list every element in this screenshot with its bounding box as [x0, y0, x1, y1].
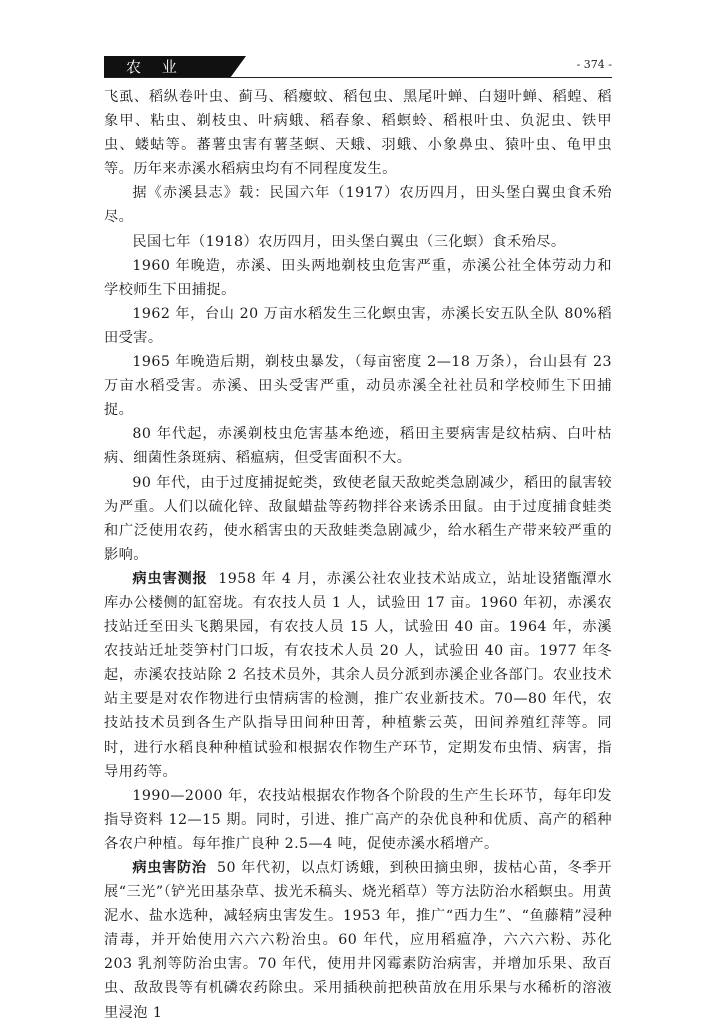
paragraph-text: 据《赤溪县志》载：民国六年（1917）农历四月，田头堡白翼虫食禾殆尽。: [104, 185, 612, 226]
paragraph-text: 飞虱、稻纵卷叶虫、蓟马、稻瘿蚊、稻包虫、黑尾叶蝉、白翅叶蝉、稻蝗、稻象甲、粘虫、剃枝虫、叶病蛾、稻春象、稻螟蛉、稻根叶虫、负泥虫、铁甲虫、蝼蛄等。蕃薯虫害有薯茎螟、天蛾、羽蛾、小象鼻虫、猿叶虫、龟甲虫等。历年来赤溪水稻病虫均有不同程度发生。: [104, 89, 612, 178]
paragraph-text: 90 年代，由于过度捕捉蛇类，致使老鼠天敌蛇类急剧减少，稻田的鼠害较为严重。人们以硫化锌、敌鼠蜡盐等药物拌谷来诱杀田鼠。由于过度捕食蛙类和广泛使用农药，使水稻害虫的天敌蛙类急剧减少，给水稻生产带来较严重的影响。: [104, 474, 612, 563]
section-title: 农 业: [126, 58, 185, 76]
header-rule: [104, 77, 612, 78]
paragraph-text: 1958 年 4 月，赤溪公社农业技术站成立，站址设猪甑潭水库办公楼侧的缸窑垅。有农技人员 1 人，试验田 17 亩。1960 年初，赤溪农技站迁至田头飞鹅果园，有农技人员 15 人，试验田 40 亩。1964 年，赤溪农技站迁址茭笋村门口坂，有农技术人员 20 人，试验田 40 亩。1977 年冬起，赤溪农技站除 2 名技术员外，其余人员分派到赤溪企业各部门。农业技术站主要是对农作物进行虫情病害的检测，推广农业新技术。70—80 年代，农技站技术员到各生产队指导田间种田菁，种植紫云英，田间养殖红萍等。同时，进行水稻良种种植试验和根据农作物生产环节，定期发布虫情、病害，指导用药等。: [104, 570, 612, 780]
page-header: [104, 56, 612, 78]
section-heading: 病虫害测报: [132, 570, 208, 587]
paragraph-text: 民国七年（1918）农历四月，田头堡白翼虫（三化螟）食禾殆尽。: [132, 233, 566, 250]
paragraph: [104, 856, 612, 1025]
paragraph: [104, 85, 612, 181]
paragraph: [104, 254, 612, 302]
section-tab: [104, 56, 230, 78]
paragraph: [104, 230, 612, 254]
page-number: - 374 -: [576, 58, 612, 71]
paragraph-text: 1990—2000 年，农技站根据农作物各个阶段的生产生长环节，每年印发指导资料 12—15 期。同时，引进、推广高产的杂优良种和优质、高产的稻种各农户种植。每年推广良种 2.5—4 吨，促使赤溪水稻增产。: [104, 787, 612, 852]
paragraph: [104, 422, 612, 470]
paragraph-text: 1965 年晚造后期，剃枝虫暴发，（每亩密度 2—18 万条），台山县有 23 万亩水稻受害。赤溪、田头受害严重，动员赤溪全社社员和学校师生下田捕捉。: [104, 354, 612, 419]
paragraph-text: 1962 年，台山 20 万亩水稻发生三化螟虫害，赤溪长安五队全队 80%稻田受害。: [104, 305, 612, 346]
paragraph-text: 1960 年晚造，赤溪、田头两地剃枝虫危害严重，赤溪公社全体劳动力和学校师生下田捕捉。: [104, 257, 612, 298]
body-text: [104, 85, 612, 1025]
paragraph-text: 80 年代起，赤溪剃枝虫危害基本绝迹，稻田主要病害是纹枯病、白叶枯病、细菌性条斑病、稻瘟病，但受害面积不大。: [104, 426, 612, 467]
paragraph-text: 50 年代初，以点灯诱蛾，到秧田摘虫卵，拔枯心苗，冬季开展“三光”（铲光田基杂草、拔光禾稿头、烧光稻草）等方法防治水稻螟虫。用黄泥水、盐水选种，减轻病虫害发生。1953 年，推广“西力生”、“鱼藤精”浸种清毒，并开始使用六六六粉治虫。60 年代，应用稻瘟净，六六六粉、苏化 203 乳剂等防治虫害。70 年代，使用井冈霉素防治病害，并增加乐果、敌百虫、敌敌畏等有机磷农药除虫。采用插秧前把秧苗放在用乐果与水稀析的溶液里浸泡 1: [104, 860, 612, 1021]
paragraph: [104, 181, 612, 229]
paragraph: [104, 567, 612, 784]
paragraph: [104, 471, 612, 567]
section-heading: 病虫害防治: [132, 860, 207, 876]
paragraph: [104, 784, 612, 856]
paragraph: [104, 350, 612, 422]
paragraph: [104, 302, 612, 350]
